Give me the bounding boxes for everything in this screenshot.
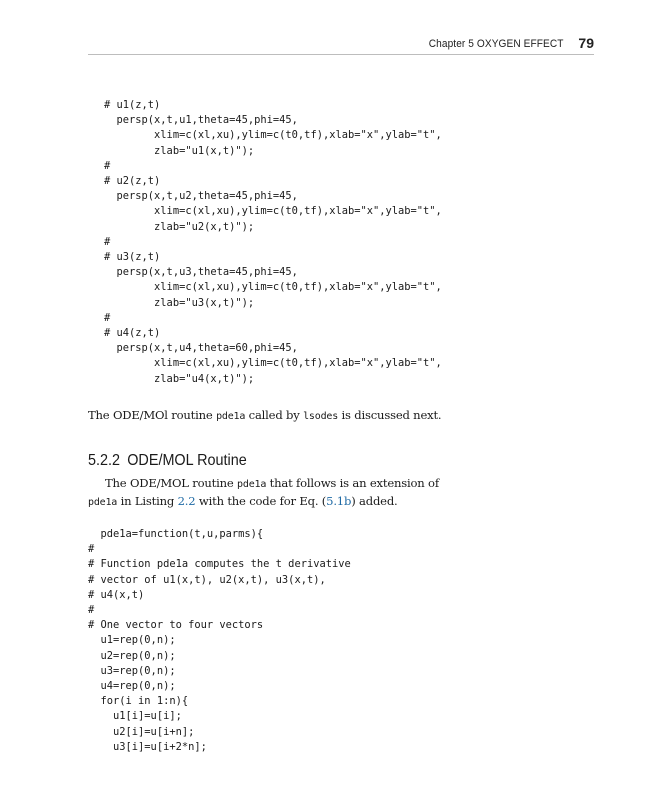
code-line: u1[i]=u[i]; — [88, 710, 182, 723]
code-line: # — [104, 311, 111, 324]
code-line: # u1(z,t) — [104, 99, 161, 111]
code-line: persp(x,t,u3,theta=45,phi=45, — [104, 266, 298, 279]
code-line: zlab="u2(x,t)"); — [104, 220, 255, 233]
paragraph-line — [88, 475, 444, 493]
code-line: for(i in 1:n){ — [88, 695, 189, 708]
code-line: zlab="u1(x,t)"); — [104, 144, 255, 157]
listing-link[interactable]: 2.2 — [177, 494, 196, 508]
code-line: # u4(x,t) — [88, 588, 145, 601]
code-line: xlim=c(xl,xu),ylim=c(t0,tf),xlab="x",ylab="t", — [104, 129, 442, 142]
code-line: zlab="u4(x,t)"); — [104, 372, 255, 385]
code-line: u2[i]=u[i+n]; — [88, 725, 195, 738]
page-header — [88, 36, 594, 55]
code-line: u4=rep(0,n); — [88, 680, 176, 693]
code-line: # u4(z,t) — [104, 327, 161, 340]
text: in Listing — [117, 494, 178, 508]
code-line: # — [104, 235, 111, 248]
inline-code: pde1a — [88, 497, 118, 508]
code-line: # — [88, 543, 95, 556]
code-line: xlim=c(xl,xu),ylim=c(t0,tf),xlab="x",ylab="t", — [104, 281, 442, 294]
code-line: u1=rep(0,n); — [88, 634, 176, 647]
paragraph-next — [88, 408, 441, 422]
section-title: ODE/MOL Routine — [127, 452, 247, 469]
code-line: persp(x,t,u4,theta=60,phi=45, — [104, 342, 298, 355]
code-line: u3=rep(0,n); — [88, 664, 176, 677]
code-line: xlim=c(xl,xu),ylim=c(t0,tf),xlab="x",ylab="t", — [104, 357, 442, 370]
code-line: # u3(z,t) — [104, 251, 161, 264]
text: that follows is an extension of — [266, 476, 439, 490]
code-line: # — [88, 604, 95, 617]
section-heading — [88, 452, 247, 470]
text: The ODE/MOL routine — [105, 476, 238, 490]
code-listing-plots — [104, 98, 442, 387]
page-number: 79 — [578, 35, 594, 51]
inline-code: pde1a — [216, 411, 246, 422]
text: is discussed next. — [338, 408, 442, 422]
code-line: # Function pde1a computes the t derivative — [88, 558, 351, 571]
text: The ODE/MOl routine — [88, 408, 217, 422]
code-line: pde1a=function(t,u,parms){ — [88, 528, 264, 540]
code-line: u3[i]=u[i+2*n]; — [88, 740, 207, 753]
code-line: persp(x,t,u2,theta=45,phi=45, — [104, 190, 298, 203]
code-line: # — [104, 159, 111, 172]
inline-code: pde1a — [237, 479, 267, 490]
inline-code: lsodes — [303, 411, 339, 422]
code-line: xlim=c(xl,xu),ylim=c(t0,tf),xlab="x",ylab="t", — [104, 205, 442, 218]
section-number: 5.2.2 — [88, 452, 121, 469]
code-line: persp(x,t,u1,theta=45,phi=45, — [104, 114, 298, 127]
equation-link[interactable]: 5.1b — [326, 494, 352, 508]
text: called by — [245, 408, 304, 422]
paragraph-intro — [88, 475, 444, 511]
text: with the code for Eq. ( — [195, 494, 327, 508]
code-line: # vector of u1(x,t), u2(x,t), u3(x,t), — [88, 573, 326, 586]
code-line: # One vector to four vectors — [88, 619, 264, 632]
text: ) added. — [351, 494, 398, 508]
code-line: u2=rep(0,n); — [88, 649, 176, 662]
paragraph-line — [88, 493, 444, 511]
code-line: zlab="u3(x,t)"); — [104, 296, 255, 309]
running-title: Chapter 5 OXYGEN EFFECT — [429, 38, 564, 50]
code-listing-pde1a — [88, 527, 351, 755]
code-line: # u2(z,t) — [104, 175, 161, 188]
